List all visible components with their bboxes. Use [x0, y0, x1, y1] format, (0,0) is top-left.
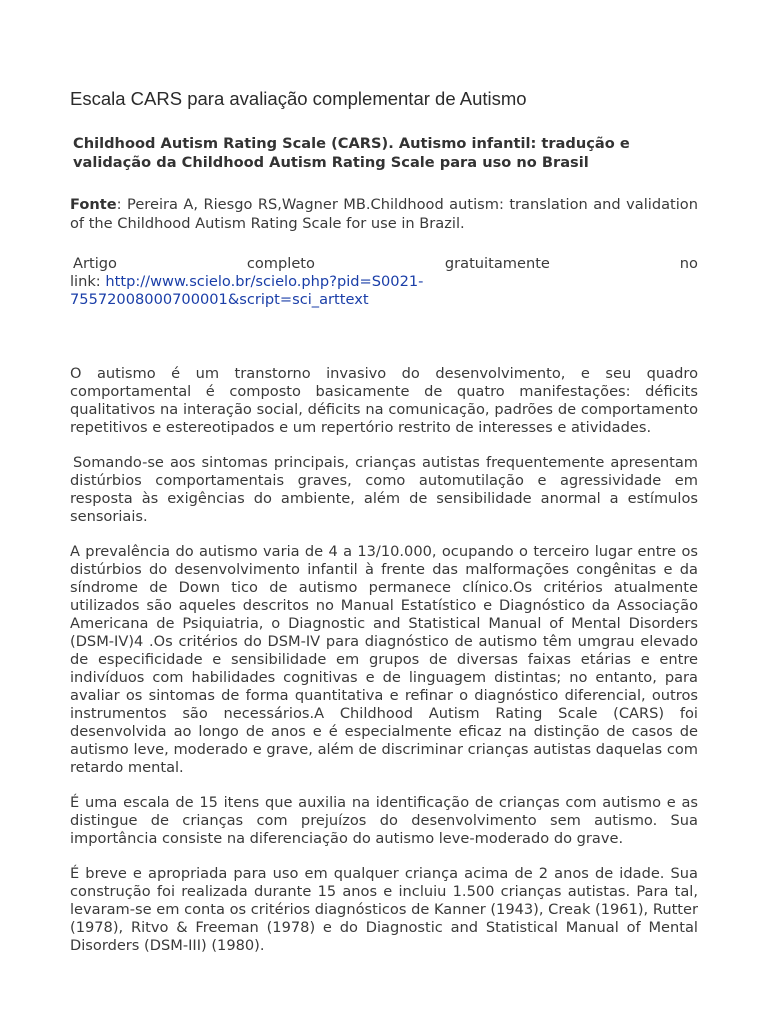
document-page [70, 86, 698, 972]
document-subtitle: Childhood Autism Rating Scale (CARS). Autismo infantil: tradução e validação da Childhood Autism Rating Scale para uso no Brasil [73, 135, 630, 171]
paragraph: É uma escala de 15 itens que auxilia na identificação de crianças com autismo e as distingue de crianças com prejuízos do desenvolvimento sem autismo. Sua importância consiste na diferenciação do autismo leve-moderado do grave. [70, 794, 698, 847]
source-text: : Pereira A, Riesgo RS,Wagner MB.Childhood autism: translation and validation of the Childhood Autism Rating Scale for use in Brazil. [70, 196, 698, 232]
article-word: Artigo [73, 255, 117, 272]
article-word: completo [246, 255, 315, 272]
source-label: Fonte [70, 196, 117, 213]
article-note-line [70, 255, 698, 273]
article-word: gratuitamente [444, 255, 550, 272]
paragraph: É breve e apropriada para uso em qualquer criança acima de 2 anos de idade. Sua construção foi realizada durante 15 anos e incluiu 1.500 crianças autistas. Para tal, levaram-se em conta os critérios diagnósticos de Kanner (1943), Creak (1961), Rutter (1978), Ritvo & Freeman (1978) e do Diagnostic and Statistical Manual of Mental Disorders (DSM-III) (1980). [70, 865, 698, 954]
paragraph: A prevalência do autismo varia de 4 a 13/10.000, ocupando o terceiro lugar entre os distúrbios do desenvolvimento infantil à frente das malformações congênitas e da síndrome de Down tico de autismo permanece clínico.Os critérios atualmente utilizados são aqueles descritos no Manual Estatístico e Diagnóstico da Associação Americana de Psiquiatria, o Diagnostic and Statistical Manual of Mental Disorders (DSM-IV)4 .Os critérios do DSM-IV para diagnóstico de autismo têm umgrau elevado de especificidade e sensibilidade em grupos de diversas faixas etárias e entre indivíduos com habilidades cognitivas e de linguagem distintas; no entanto, para avaliar os sintomas de forma quantitativa e refinar o diagnóstico diferencial, outros instrumentos são necessários.A Childhood Autism Rating Scale (CARS) foi desenvolvida ao longo de anos e é especialmente eficaz na distinção de casos de autismo leve, moderado e grave, além de discriminar crianças autistas daquelas com retardo mental. [70, 543, 698, 776]
source-citation [70, 195, 698, 233]
paragraph: O autismo é um transtorno invasivo do desenvolvimento, e seu quadro comportamental é composto basicamente de quatro manifestações: déficits qualitativos na interação social, déficits na comunicação, padrões de comportamento repetitivos e estereotipados e um repertório restrito de interesses e atividades. [70, 365, 698, 436]
article-link-prefix: link: [70, 273, 106, 290]
article-link-line [70, 273, 698, 309]
document-title: Escala CARS para avaliação complementar de Autismo [70, 88, 527, 109]
article-link[interactable]: http://www.scielo.br/scielo.php?pid=S0021- 75572008000700001&script=sci_arttext [70, 273, 424, 308]
article-word: no [679, 255, 698, 272]
paragraph: Somando-se aos sintomas principais, crianças autistas frequentemente apresentam distúrbios comportamentais graves, como automutilação e agressividade em resposta às exigências do ambiente, além de sensibilidade anormal a estímulos sensoriais. [70, 454, 698, 525]
full-article-note [70, 255, 698, 309]
